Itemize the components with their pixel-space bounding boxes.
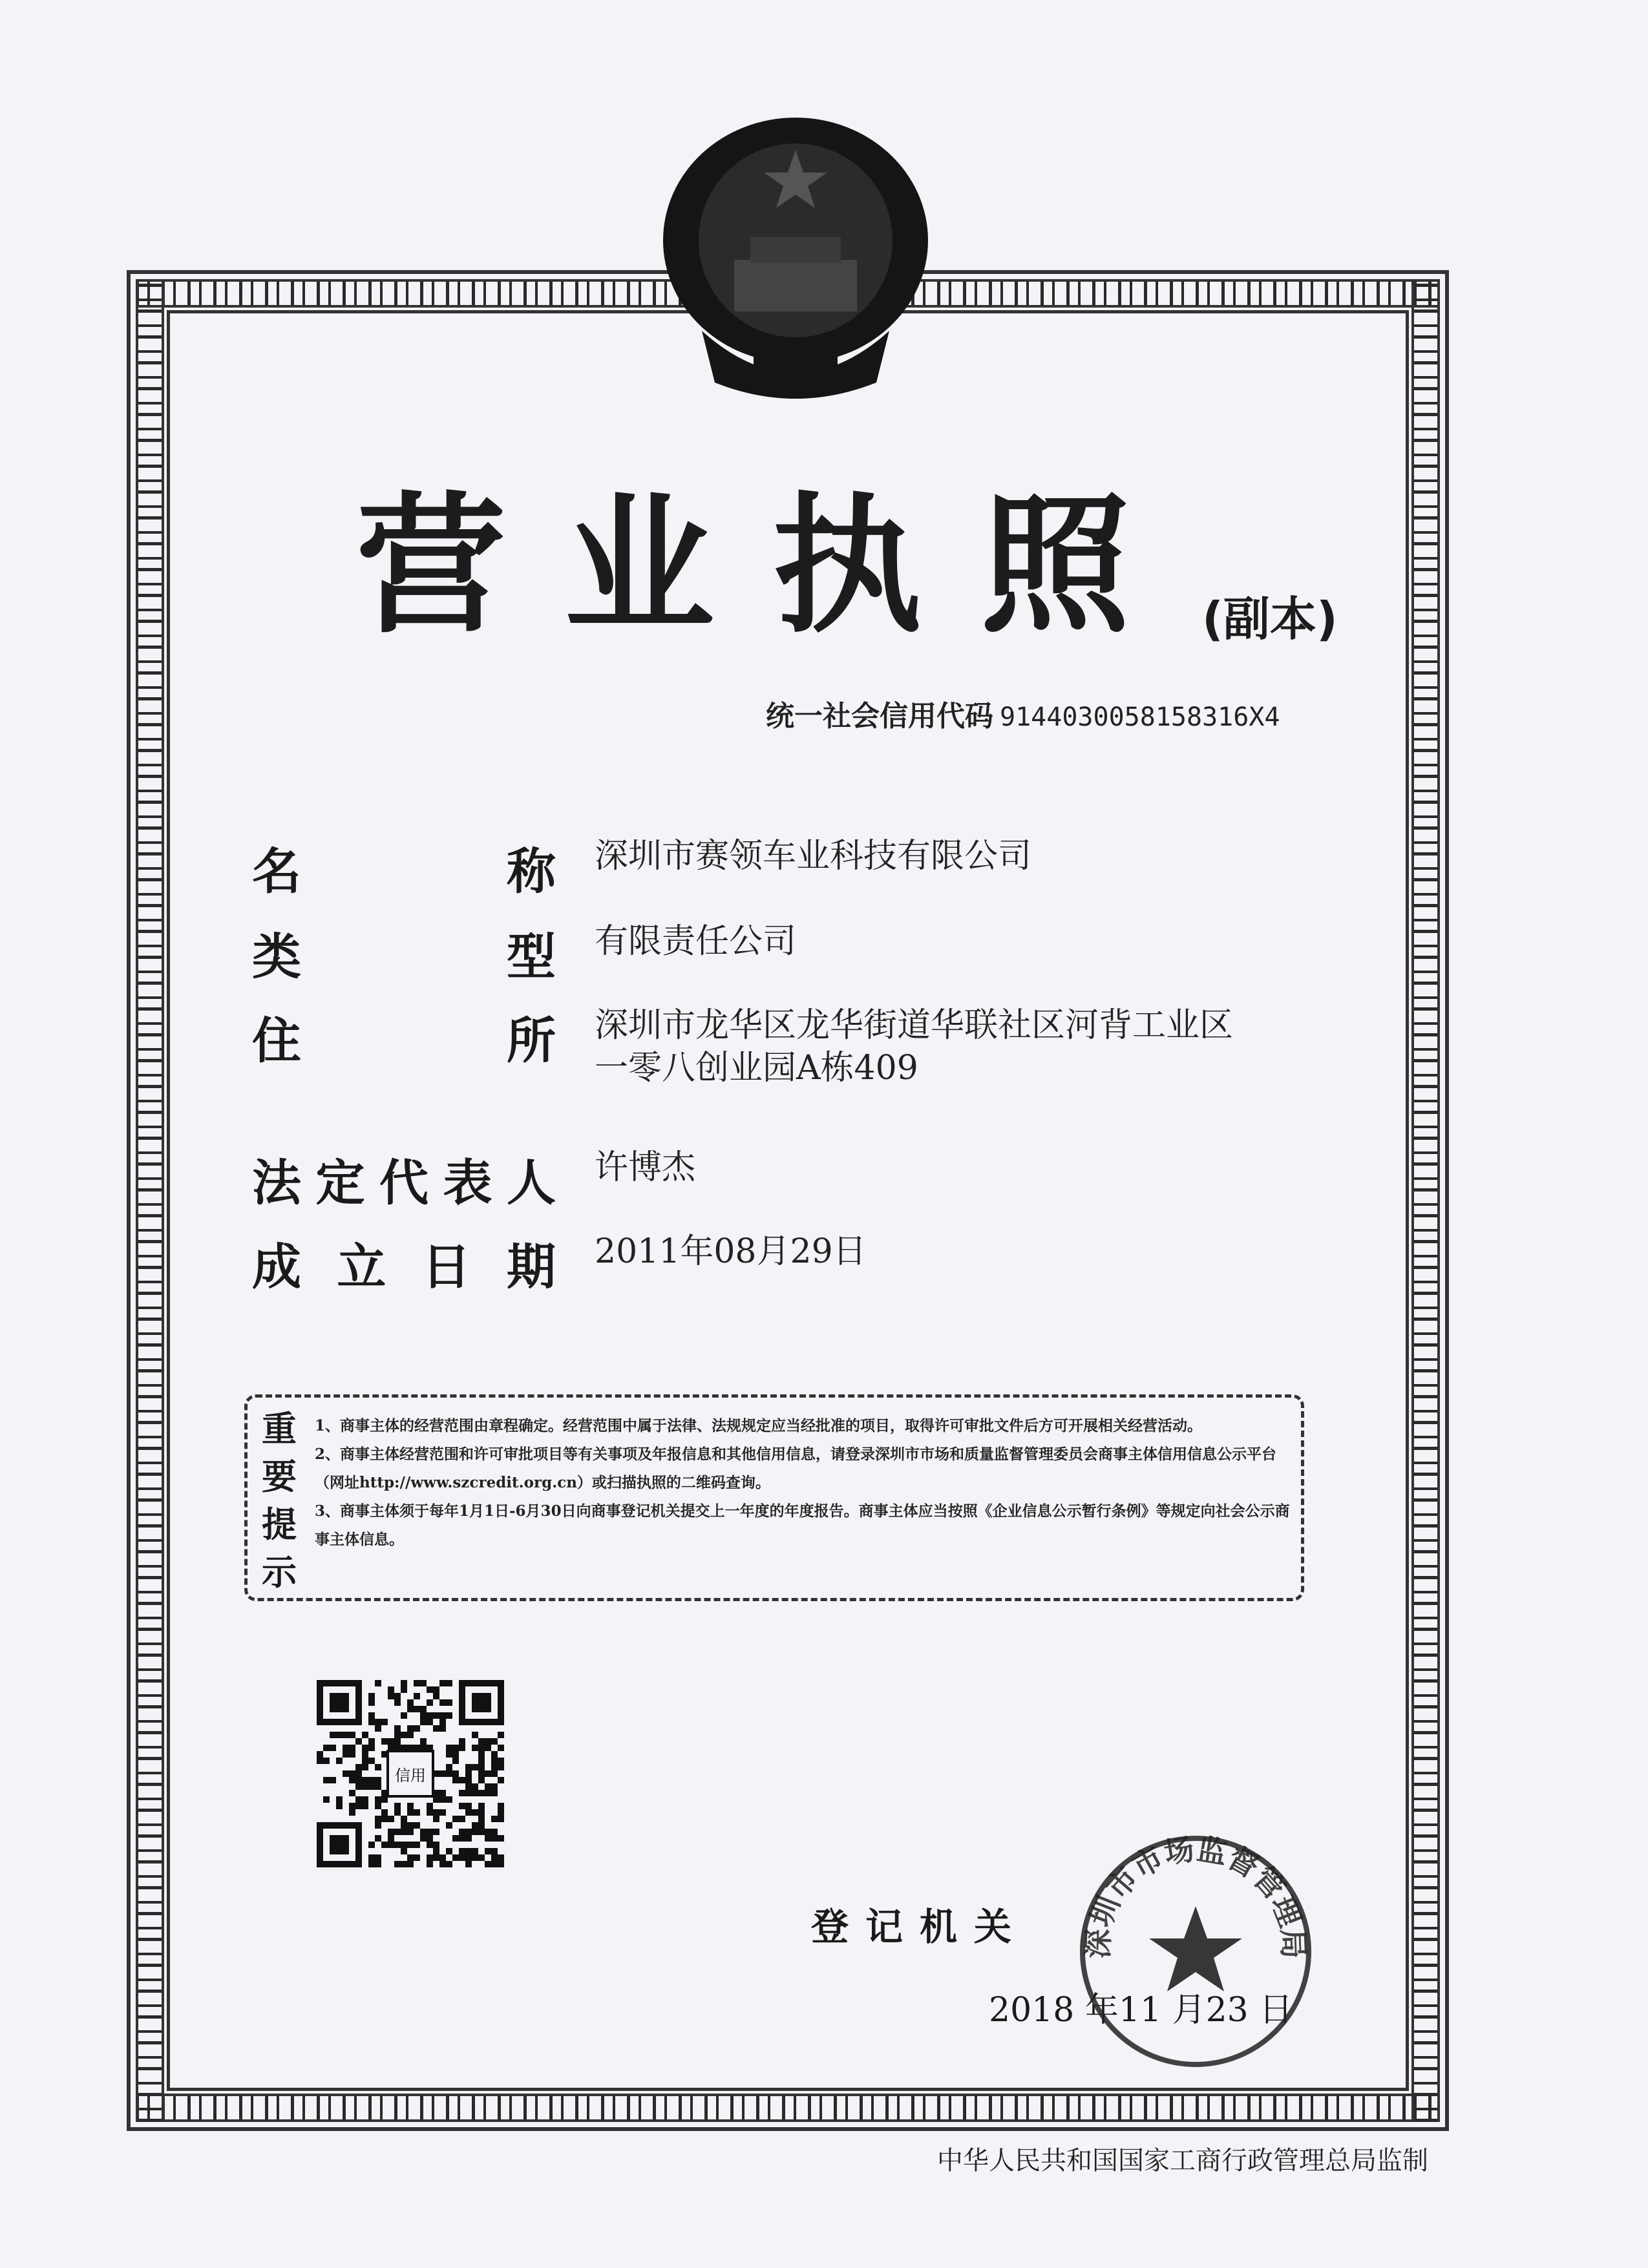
field-label	[252, 832, 556, 903]
field-label	[252, 1228, 556, 1298]
field-label-char: 名	[252, 843, 301, 900]
field-label	[252, 918, 556, 988]
field-label-char: 期	[506, 1238, 556, 1296]
field-value	[595, 1004, 1233, 1089]
field-label	[252, 1002, 556, 1072]
field-label	[252, 1144, 556, 1214]
notice-heading: 重要提示	[262, 1409, 297, 1593]
field-label-char: 日	[421, 1238, 471, 1296]
footer-supervision: 中华人民共和国国家工商行政管理总局监制	[937, 2146, 1428, 2176]
field-label-char: 类	[252, 928, 301, 985]
address-line-1: 深圳市龙华区龙华街道华联社区河背工业区	[595, 1006, 1234, 1045]
registration-date: 2018 年11 月23 日	[989, 1991, 1293, 2030]
credit-code-label: 统一社会信用代码	[766, 700, 993, 733]
bottom-key-pattern	[136, 2094, 1440, 2122]
registration-authority-label: 登记机关	[811, 1905, 1029, 1949]
national-emblem-icon	[644, 111, 947, 408]
field-label-char: 定	[315, 1154, 365, 1212]
qr-center-label: 信用	[395, 1767, 426, 1785]
notice-item: 2、商事主体经营范围和许可审批项目等有关事项及年报信息和其他信用信息，请登录深圳市市场和质量监督管理委员会商事主体信用信息公示平台（网址http://www.szcredit.org.cn）或扫描执照的二维码查询。	[315, 1445, 1277, 1491]
important-notice-box	[244, 1394, 1304, 1601]
field-label-char: 代	[379, 1154, 428, 1212]
notice-item: 1、商事主体的经营范围由章程确定。经营范围中属于法律、法规规定应当经批准的项目，取得许可审批文件后方可开展相关经营活动。	[315, 1417, 1203, 1434]
document-title: 营业执照	[355, 479, 1188, 653]
field-label-char: 型	[507, 928, 556, 985]
notice-body	[315, 1412, 1291, 1554]
field-label-char: 称	[507, 843, 556, 900]
field-value: 深圳市赛领车业科技有限公司	[595, 837, 1032, 876]
field-label-char: 法	[252, 1154, 301, 1212]
qr-code[interactable]	[317, 1680, 504, 1867]
field-label-char: 立	[337, 1238, 386, 1296]
field-label-char: 表	[443, 1154, 492, 1212]
address-line-2: 一零八创业园A栋409	[595, 1049, 918, 1087]
notice-item: 3、商事主体须于每年1月1日-6月30日向商事登记机关提交上一年度的年度报告。商事主体应当按照《企业信息公示暂行条例》等规定向社会公示商事主体信息。	[315, 1502, 1290, 1548]
field-label-char: 成	[252, 1238, 301, 1296]
official-seal	[1073, 1829, 1318, 2074]
field-label-char: 住	[252, 1012, 301, 1069]
credit-code-line	[766, 693, 1280, 734]
seal-text: 深圳市市场监督管理局	[1080, 1831, 1311, 1960]
field-value: 许博杰	[595, 1148, 696, 1187]
field-value: 有限责任公司	[595, 922, 797, 961]
copy-tag: (副本)	[1202, 592, 1338, 646]
field-value: 2011年08月29日	[595, 1232, 867, 1271]
credit-code-value: 9144030058158316X4	[1000, 702, 1280, 732]
field-label-char: 人	[507, 1154, 556, 1212]
field-label-char: 所	[507, 1012, 556, 1069]
